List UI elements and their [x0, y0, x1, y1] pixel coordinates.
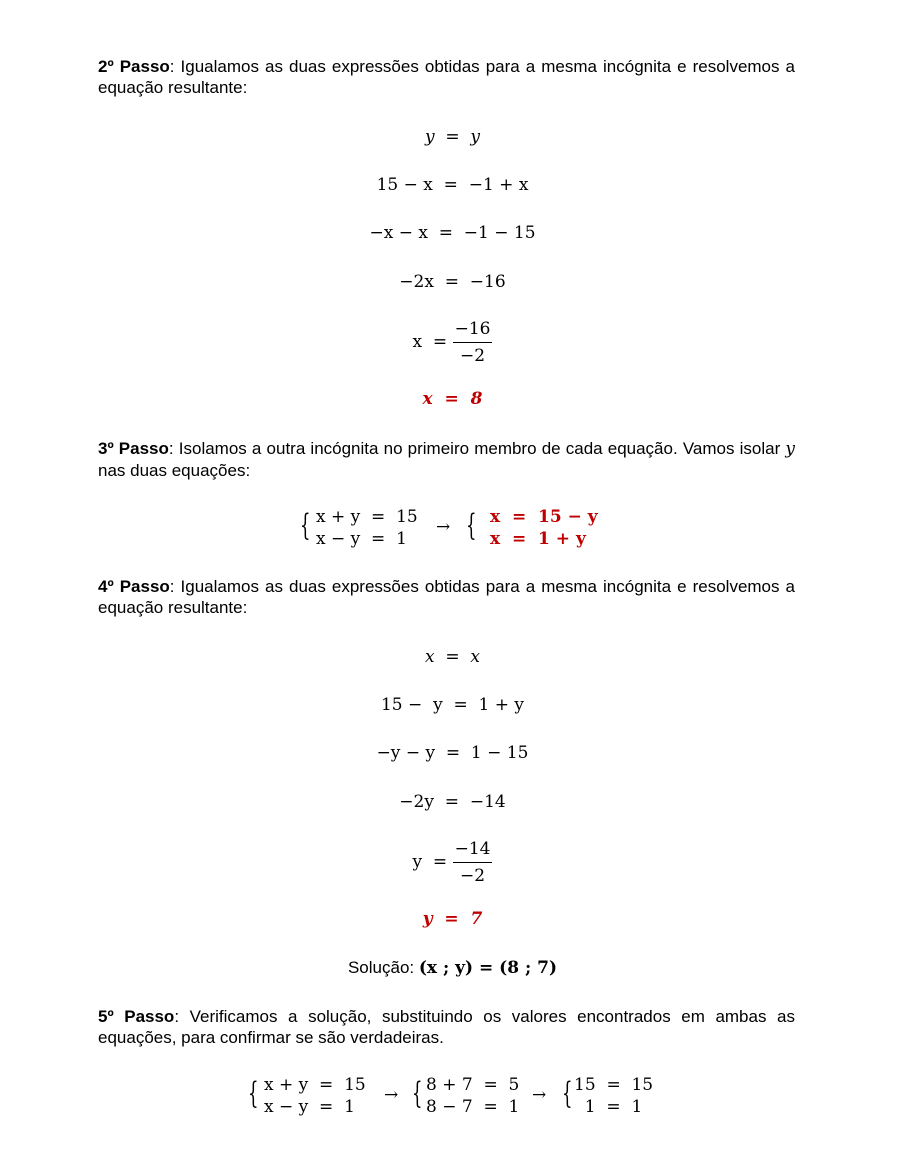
step4-paragraph — [98, 576, 795, 618]
step3-paragraph — [98, 438, 795, 481]
solution-label: Solução: — [347, 958, 419, 977]
step5-system-c-eq1: 15 = 15 — [574, 1075, 654, 1095]
step4-fraction — [453, 838, 493, 887]
step3-arrow: → — [436, 517, 451, 537]
step5-system-b-eq2: 8 − 7 = 1 — [426, 1097, 520, 1117]
step4-eq5 — [0, 838, 905, 887]
step4-label: 4º Passo — [98, 577, 170, 596]
step3-right-system-eq1: x = 15 − y — [490, 507, 598, 527]
step4-result: y = 7 — [422, 909, 483, 929]
step4-text: : Igualamos as duas expressões obtidas para a mesma incógnita e resolvemos a equação resultante: — [98, 577, 795, 617]
step2-fraction — [453, 318, 493, 367]
step5-arrow-2: → — [532, 1085, 547, 1105]
step2-paragraph — [98, 56, 795, 98]
step3-text-a: : Isolamos a outra incógnita no primeiro membro de cada equação. Vamos isolar — [168, 439, 786, 458]
step4-eq2: 15 − y = 1 + y — [380, 695, 525, 715]
step2-eq4: −2x = −16 — [399, 272, 506, 292]
step4-fraction-denominator: −2 — [459, 866, 486, 886]
step4-eq5-left: y = — [412, 852, 453, 872]
step2-text: : Igualamos as duas expressões obtidas para a mesma incógnita e resolvemos a equação resultante: — [98, 57, 795, 97]
step3-left-system-eq1: x + y = 15 — [316, 507, 418, 527]
step2-fraction-denominator: −2 — [459, 346, 486, 366]
step2-eq5-left: x = — [412, 332, 453, 352]
step2-eq5 — [0, 318, 905, 367]
step3-left-system-eq2: x − y = 1 — [316, 529, 407, 549]
step5-system-b-brace: { — [412, 1076, 423, 1111]
step5-paragraph — [98, 1006, 795, 1048]
step3-right-system-eq2: x = 1 + y — [490, 529, 586, 549]
step5-arrow-1: → — [384, 1085, 399, 1105]
step3-right-brace: { — [466, 508, 477, 543]
step2-eq1: y = y — [424, 127, 481, 147]
step3-label: 3º Passo — [98, 439, 169, 458]
step5-system-a-eq1: x + y = 15 — [264, 1075, 366, 1095]
step4-eq3: −y − y = 1 − 15 — [376, 743, 529, 763]
step3-var: y — [785, 439, 795, 459]
step4-eq4: −2y = −14 — [399, 792, 506, 812]
step5-system-b-eq1: 8 + 7 = 5 — [426, 1075, 520, 1095]
step5-text: : Verificamos a solução, substituindo os valores encontrados em ambas as equações, para confirmar se são verdadeiras. — [98, 1007, 795, 1047]
step4-eq1: x = x — [424, 647, 481, 667]
step2-result: x = 8 — [422, 389, 483, 409]
step3-left-brace: { — [300, 508, 311, 543]
step5-system-c-brace: { — [562, 1076, 573, 1111]
step2-eq2: 15 − x = −1 + x — [376, 175, 529, 195]
solution-line — [0, 957, 905, 979]
step2-fraction-numerator: −16 — [453, 318, 493, 343]
step5-label: 5º Passo — [98, 1007, 175, 1026]
solution-value: (x ; y) = (8 ; 7) — [418, 958, 558, 978]
step3-text-b: nas duas equações: — [98, 461, 251, 480]
step2-label: 2º Passo — [98, 57, 170, 76]
step2-eq3: −x − x = −1 − 15 — [369, 223, 536, 243]
step5-system-c-eq2: 1 = 1 — [574, 1097, 643, 1117]
step4-fraction-numerator: −14 — [453, 838, 493, 863]
step5-system-a-brace: { — [248, 1076, 259, 1111]
step5-system-a-eq2: x − y = 1 — [264, 1097, 355, 1117]
